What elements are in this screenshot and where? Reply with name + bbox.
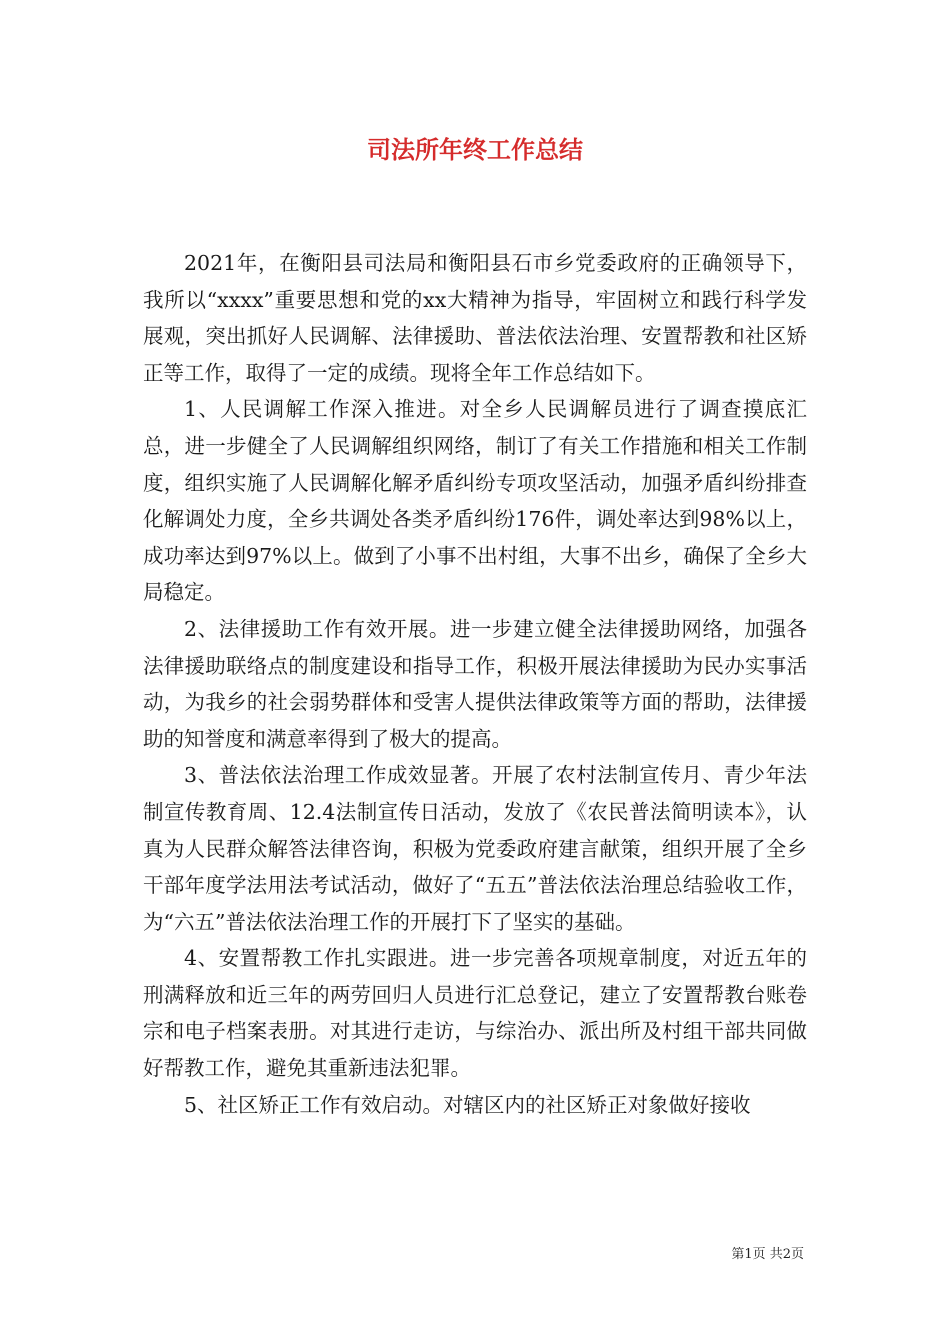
- paragraph-mediation: 1、人民调解工作深入推进。对全乡人民调解员进行了调查摸底汇总，进一步健全了人民调解组织网络，制订了有关工作措施和相关工作制度，组织实施了人民调解化解矛盾纠纷专项攻坚活动，加强矛盾纠纷排查化解调处力度，全乡共调处各类矛盾纠纷176件，调处率达到98%以上，成功率达到97%以上。做到了小事不出村组，大事不出乡，确保了全乡大局稳定。: [143, 397, 807, 605]
- paragraph-law-popularization: 3、普法依法治理工作成效显著。开展了农村法制宣传月、青少年法制宣传教育周、12.4法制宣传日活动，发放了《农民普法简明读本》，认真为人民群众解答法律咨询，积极为党委政府建言献策，组织开展了全乡干部年度学法用法考试活动，做好了“五五”普法依法治理总结验收工作，为“六五”普法依法治理工作的开展打下了坚实的基础。: [143, 763, 807, 934]
- paragraph-community-correction: 5、社区矫正工作有效启动。对辖区内的社区矫正对象做好接收: [184, 1092, 751, 1117]
- paragraph-legal-aid: 2、法律援助工作有效开展。进一步建立健全法律援助网络，加强各法律援助联络点的制度建设和指导工作，积极开展法律援助为民办实事活动，为我乡的社会弱势群体和受害人提供法律政策等方面的帮助，法律援助的知誉度和满意率得到了极大的提高。: [143, 616, 807, 751]
- document-body: [143, 245, 807, 1123]
- paragraph-intro: 2021年，在衡阳县司法局和衡阳县石市乡党委政府的正确领导下，我所以“xxxx”重要思想和党的xx大精神为指导，牢固树立和践行科学发展观，突出抓好人民调解、法律援助、普法依法治理、安置帮教和社区矫正等工作，取得了一定的成绩。现将全年工作总结如下。: [143, 251, 807, 385]
- paragraph-resettlement: 4、安置帮教工作扎实跟进。进一步完善各项规章制度，对近五年的刑满释放和近三年的两劳回归人员进行汇总登记，建立了安置帮教台账卷宗和电子档案表册。对其进行走访，与综治办、派出所及村组干部共同做好帮教工作，避免其重新违法犯罪。: [143, 946, 807, 1081]
- page-number-footer: 第1页 共2页: [731, 1247, 804, 1262]
- document-title: 司法所年终工作总结: [367, 136, 583, 164]
